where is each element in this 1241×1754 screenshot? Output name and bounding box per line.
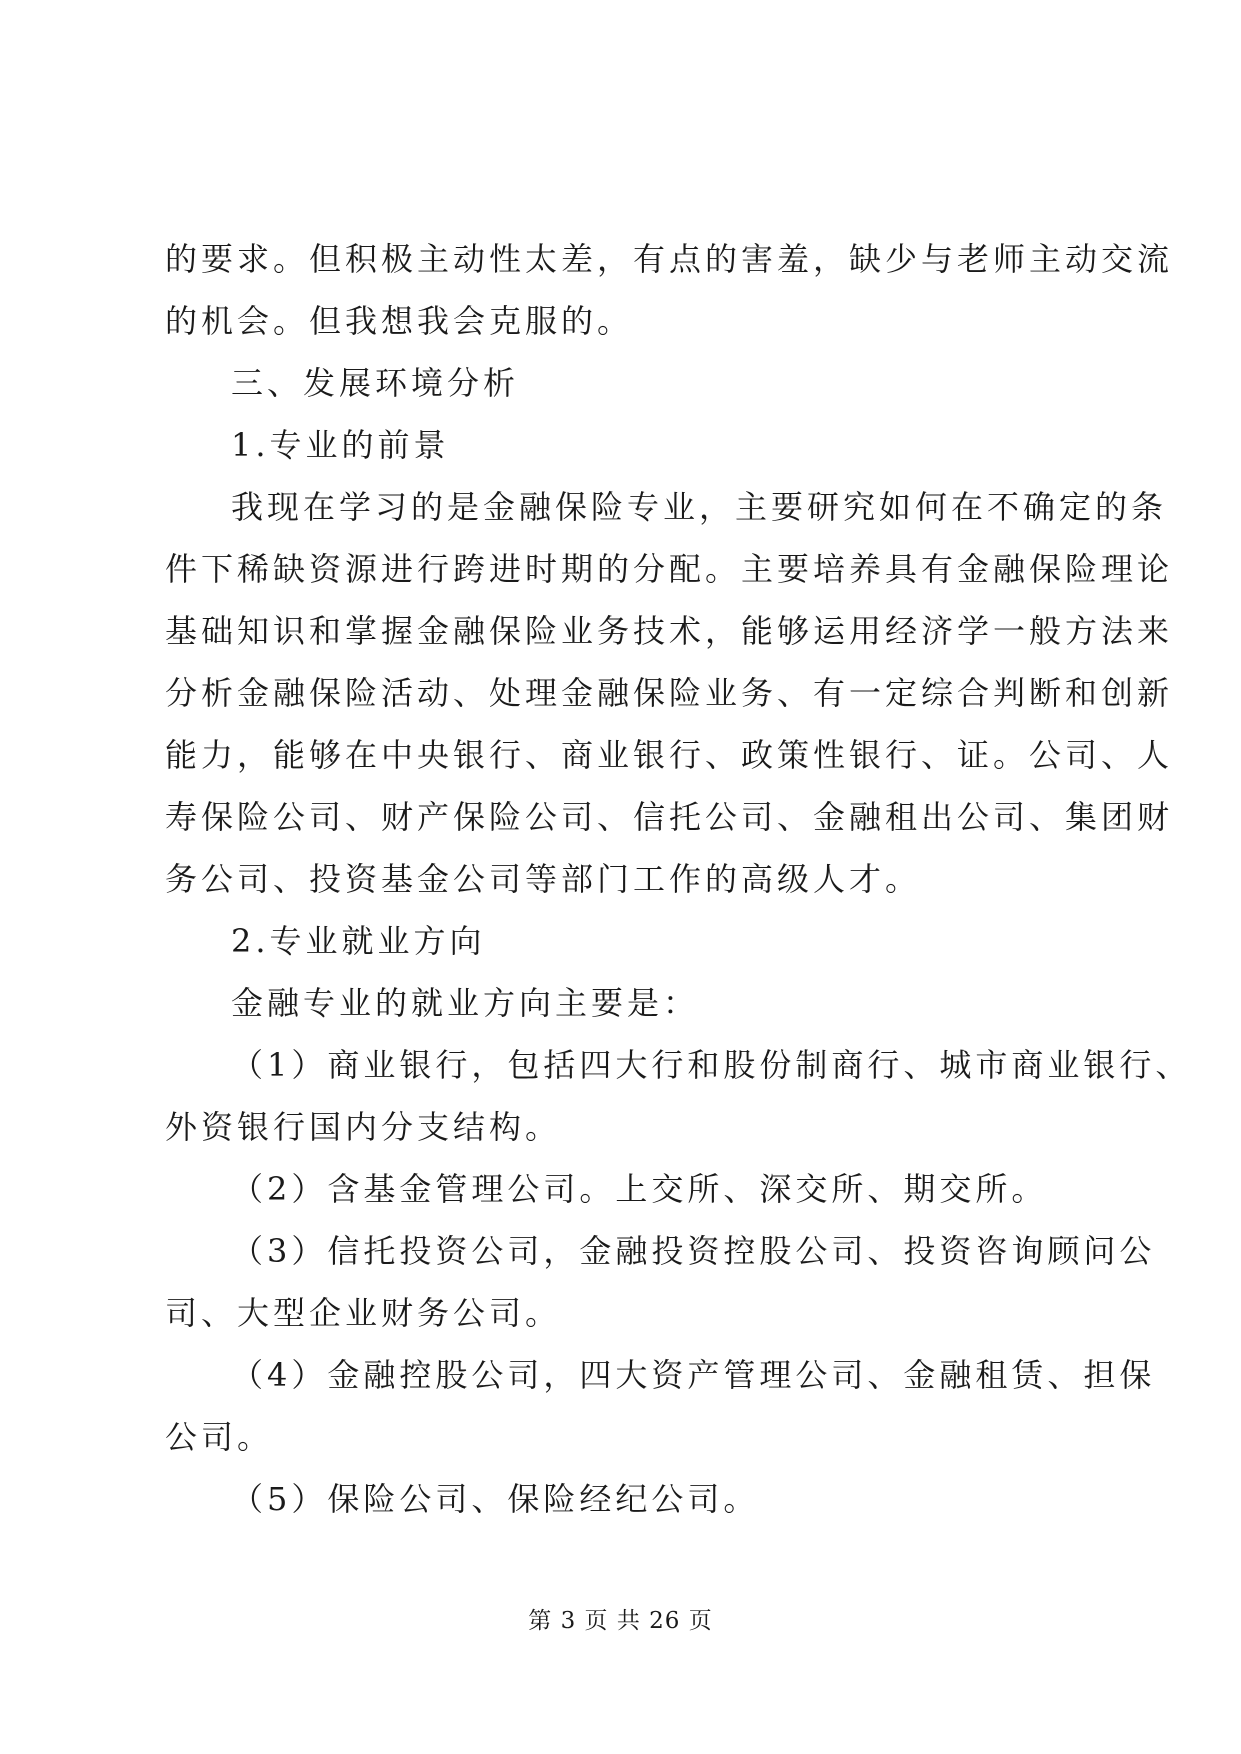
text-line: 的机会。但我想我会克服的。	[165, 302, 634, 340]
document-body	[165, 228, 1192, 1530]
text-line: 我现在学习的是金融保险专业，主要研究如何在不确定的条	[231, 488, 1168, 526]
list-item: （1）商业银行，包括四大行和股份制商行、城市商业银行、	[231, 1046, 1192, 1084]
text-line: 外资银行国内分支结构。	[165, 1108, 562, 1146]
text-line: 件下稀缺资源进行跨进时期的分配。主要培养具有金融保险理论	[165, 550, 1174, 588]
subsection-heading: 2.专业就业方向	[231, 922, 486, 960]
list-item: （3）信托投资公司，金融投资控股公司、投资咨询顾问公	[231, 1232, 1156, 1270]
text-line: 司、大型企业财务公司。	[165, 1294, 562, 1332]
list-item: （4）金融控股公司，四大资产管理公司、金融租赁、担保	[231, 1356, 1156, 1394]
page-footer: 第 3 页 共 26 页	[528, 1608, 713, 1634]
section-heading: 三、发展环境分析	[231, 364, 520, 402]
list-item: （5）保险公司、保险经纪公司。	[231, 1480, 760, 1518]
text-line: 金融专业的就业方向主要是：	[231, 984, 700, 1022]
text-line: 公司。	[165, 1418, 274, 1456]
text-line: 的要求。但积极主动性太差，有点的害羞，缺少与老师主动交流	[165, 240, 1174, 278]
text-line: 基础知识和掌握金融保险业务技术，能够运用经济学一般方法来	[165, 612, 1174, 650]
subsection-heading: 1.专业的前景	[231, 426, 450, 464]
text-line: 分析金融保险活动、处理金融保险业务、有一定综合判断和创新	[165, 674, 1174, 712]
text-line: 能力，能够在中央银行、商业银行、政策性银行、证。公司、人	[165, 736, 1174, 774]
list-item: （2）含基金管理公司。上交所、深交所、期交所。	[231, 1170, 1048, 1208]
text-line: 务公司、投资基金公司等部门工作的高级人才。	[165, 860, 922, 898]
text-line: 寿保险公司、财产保险公司、信托公司、金融租出公司、集团财	[165, 798, 1174, 836]
